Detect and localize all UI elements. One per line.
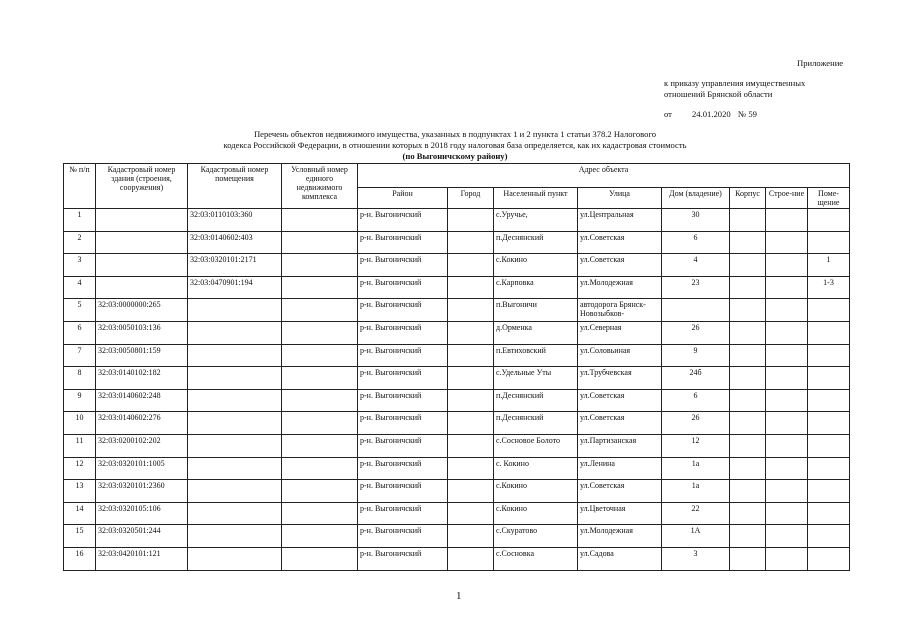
cell-city [448, 367, 494, 390]
cell-row-number: 13 [64, 480, 96, 503]
cell-house: 1а [662, 480, 730, 503]
cell-city [448, 525, 494, 548]
col-city-header: Город [448, 188, 494, 209]
cell-room-cadastral [188, 480, 282, 503]
cell-complex-number [282, 209, 358, 232]
cell-house: 1а [662, 457, 730, 480]
cell-pomeshenie: 1 [808, 254, 850, 277]
cell-district: р-н. Выгоничский [358, 412, 448, 435]
cell-room-cadastral [188, 299, 282, 322]
cell-city [448, 231, 494, 254]
cell-complex-number [282, 276, 358, 299]
cell-complex-number [282, 231, 358, 254]
cell-building-cadastral: 32:03:0200102:202 [96, 434, 188, 457]
cell-row-number: 8 [64, 367, 96, 390]
cell-district: р-н. Выгоничский [358, 457, 448, 480]
cell-row-number: 15 [64, 525, 96, 548]
cell-locality: с.Сосновка [494, 547, 578, 570]
cell-room-cadastral [188, 525, 282, 548]
cell-street: ул.Советская [578, 254, 662, 277]
cell-locality: с.Уручье, [494, 209, 578, 232]
cell-locality: д.Орменка [494, 321, 578, 344]
table-row [64, 502, 850, 525]
cell-room-cadastral: 32:03:0320101:2171 [188, 254, 282, 277]
cell-street: ул.Советская [578, 231, 662, 254]
cell-pomeshenie [808, 457, 850, 480]
cell-pomeshenie [808, 547, 850, 570]
cell-city [448, 389, 494, 412]
cell-korpus [730, 412, 766, 435]
cell-room-cadastral [188, 412, 282, 435]
cell-korpus [730, 434, 766, 457]
cell-district: р-н. Выгоничский [358, 254, 448, 277]
cell-stroenie [766, 321, 808, 344]
cell-pomeshenie [808, 231, 850, 254]
cell-complex-number [282, 480, 358, 503]
cell-locality: с. Кокино [494, 457, 578, 480]
cell-pomeshenie [808, 502, 850, 525]
col-room-header: Кадастровый номер помещения [188, 164, 282, 209]
cell-complex-number [282, 434, 358, 457]
cell-house: 3 [662, 547, 730, 570]
cell-room-cadastral [188, 547, 282, 570]
col-street-header: Улица [578, 188, 662, 209]
cell-stroenie [766, 389, 808, 412]
cell-street: ул.Трубчевская [578, 367, 662, 390]
cell-stroenie [766, 525, 808, 548]
cell-pomeshenie [808, 344, 850, 367]
cell-city [448, 299, 494, 322]
cell-stroenie [766, 412, 808, 435]
table-row [64, 209, 850, 232]
cell-room-cadastral: 32:03:0110103:360 [188, 209, 282, 232]
cell-pomeshenie [808, 299, 850, 322]
cell-locality: п.Деснянский [494, 389, 578, 412]
cell-street: ул.Советская [578, 480, 662, 503]
cell-locality: с.Кокино [494, 254, 578, 277]
cell-row-number: 5 [64, 299, 96, 322]
cell-locality: с.Сосновое Болото [494, 434, 578, 457]
cell-korpus [730, 457, 766, 480]
cell-locality: с.Карповка [494, 276, 578, 299]
col-num-header: № п/п [64, 164, 96, 209]
cell-stroenie [766, 502, 808, 525]
cell-pomeshenie [808, 480, 850, 503]
cell-stroenie [766, 547, 808, 570]
cell-korpus [730, 231, 766, 254]
cell-row-number: 11 [64, 434, 96, 457]
cell-house: 26 [662, 321, 730, 344]
cell-district: р-н. Выгоничский [358, 525, 448, 548]
cell-complex-number [282, 547, 358, 570]
cell-street: ул.Центральная [578, 209, 662, 232]
cell-room-cadastral [188, 321, 282, 344]
cell-row-number: 12 [64, 457, 96, 480]
table-row [64, 254, 850, 277]
cell-street: ул.Садова [578, 547, 662, 570]
cell-district: р-н. Выгоничский [358, 299, 448, 322]
cell-district: р-н. Выгоничский [358, 321, 448, 344]
cell-house: 23 [662, 276, 730, 299]
cell-house: 12 [662, 434, 730, 457]
cell-street: ул.Партизанская [578, 434, 662, 457]
cell-street: ул.Соловьиная [578, 344, 662, 367]
cell-locality: п.Евтиховский [494, 344, 578, 367]
cell-city [448, 480, 494, 503]
cell-stroenie [766, 254, 808, 277]
cell-street: ул.Советская [578, 412, 662, 435]
cell-locality: п.Деснянский [494, 412, 578, 435]
cell-room-cadastral: 32:03:0470901:194 [188, 276, 282, 299]
col-complex-header: Условный номер единого недвижимого комплекса [282, 164, 358, 209]
cell-complex-number [282, 389, 358, 412]
cell-pomeshenie [808, 367, 850, 390]
cell-korpus [730, 525, 766, 548]
cell-korpus [730, 502, 766, 525]
cell-locality: п.Выгоничи [494, 299, 578, 322]
col-building-header: Кадастровый номер здания (строения, сооружения) [96, 164, 188, 209]
table-row [64, 434, 850, 457]
cell-house: 30 [662, 209, 730, 232]
table-row [64, 276, 850, 299]
cell-pomeshenie [808, 434, 850, 457]
cell-room-cadastral [188, 434, 282, 457]
cell-stroenie [766, 367, 808, 390]
cell-city [448, 321, 494, 344]
cell-complex-number [282, 412, 358, 435]
property-table [63, 163, 850, 571]
cell-city [448, 547, 494, 570]
cell-row-number: 16 [64, 547, 96, 570]
order-line-1: к приказу управления имущественных [664, 78, 806, 88]
cell-korpus [730, 276, 766, 299]
cell-locality: с.Скуратово [494, 525, 578, 548]
cell-room-cadastral [188, 502, 282, 525]
cell-house: 1А [662, 525, 730, 548]
cell-street: ул.Северная [578, 321, 662, 344]
cell-pomeshenie [808, 321, 850, 344]
document-title-district: (по Выгоничскому району) [402, 151, 508, 161]
cell-stroenie [766, 480, 808, 503]
col-district-header: Район [358, 188, 448, 209]
cell-korpus [730, 321, 766, 344]
table-row [64, 457, 850, 480]
order-number: № 59 [738, 109, 757, 119]
cell-building-cadastral: 32:03:0050103:136 [96, 321, 188, 344]
cell-complex-number [282, 367, 358, 390]
cell-pomeshenie [808, 525, 850, 548]
cell-row-number: 1 [64, 209, 96, 232]
cell-complex-number [282, 525, 358, 548]
cell-room-cadastral [188, 367, 282, 390]
cell-building-cadastral: 32:03:0000000:265 [96, 299, 188, 322]
table-row [64, 547, 850, 570]
cell-building-cadastral [96, 254, 188, 277]
document-title-line-1: Перечень объектов недвижимого имущества, указанных в подпунктах 1 и 2 пункта 1 статьи 378.2 Налогового [253, 129, 657, 139]
col-stroenie-header: Строе-ние [766, 188, 808, 209]
cell-house: 26 [662, 412, 730, 435]
cell-complex-number [282, 321, 358, 344]
cell-korpus [730, 299, 766, 322]
cell-district: р-н. Выгоничский [358, 367, 448, 390]
cell-street: ул.Молодежная [578, 525, 662, 548]
cell-korpus [730, 209, 766, 232]
cell-city [448, 254, 494, 277]
cell-row-number: 9 [64, 389, 96, 412]
cell-row-number: 10 [64, 412, 96, 435]
cell-locality: с.Кокино [494, 480, 578, 503]
cell-city [448, 434, 494, 457]
cell-building-cadastral: 32:03:0140602:248 [96, 389, 188, 412]
cell-city [448, 209, 494, 232]
cell-district: р-н. Выгоничский [358, 502, 448, 525]
cell-street: автодорога Брянск-Новозыбков- [578, 299, 662, 322]
cell-room-cadastral: 32:03:0140602:403 [188, 231, 282, 254]
cell-district: р-н. Выгоничский [358, 344, 448, 367]
appendix-label: Приложение [797, 58, 844, 68]
cell-house [662, 299, 730, 322]
cell-building-cadastral [96, 231, 188, 254]
col-locality-header: Населенный пункт [494, 188, 578, 209]
cell-building-cadastral: 32:03:0050801:159 [96, 344, 188, 367]
cell-korpus [730, 389, 766, 412]
cell-complex-number [282, 254, 358, 277]
cell-street: ул.Ленина [578, 457, 662, 480]
table-row [64, 389, 850, 412]
cell-district: р-н. Выгоничский [358, 480, 448, 503]
cell-korpus [730, 367, 766, 390]
cell-locality: с.Кокино [494, 502, 578, 525]
cell-city [448, 502, 494, 525]
cell-complex-number [282, 299, 358, 322]
cell-house: 6 [662, 231, 730, 254]
cell-stroenie [766, 457, 808, 480]
cell-korpus [730, 344, 766, 367]
cell-row-number: 7 [64, 344, 96, 367]
cell-pomeshenie: 1-3 [808, 276, 850, 299]
table-row [64, 412, 850, 435]
cell-korpus [730, 547, 766, 570]
cell-korpus [730, 480, 766, 503]
table-row [64, 231, 850, 254]
cell-house: 4 [662, 254, 730, 277]
cell-house: 6 [662, 389, 730, 412]
cell-city [448, 412, 494, 435]
cell-pomeshenie [808, 412, 850, 435]
col-pomeshenie-header: Поме-щение [808, 188, 850, 209]
cell-house: 22 [662, 502, 730, 525]
cell-district: р-н. Выгоничский [358, 276, 448, 299]
cell-building-cadastral: 32:03:0140602:276 [96, 412, 188, 435]
cell-street: ул.Советская [578, 389, 662, 412]
cell-pomeshenie [808, 209, 850, 232]
cell-street: ул.Молодежная [578, 276, 662, 299]
order-date: 24.01.2020 [692, 109, 731, 119]
cell-locality: п.Деснянский [494, 231, 578, 254]
cell-stroenie [766, 299, 808, 322]
cell-district: р-н. Выгоничский [358, 434, 448, 457]
cell-district: р-н. Выгоничский [358, 389, 448, 412]
page-number: 1 [456, 590, 462, 602]
cell-stroenie [766, 276, 808, 299]
order-date-line [664, 109, 757, 120]
table-row [64, 321, 850, 344]
cell-city [448, 276, 494, 299]
cell-city [448, 457, 494, 480]
col-address-header: Адрес объекта [358, 164, 850, 188]
cell-row-number: 4 [64, 276, 96, 299]
cell-complex-number [282, 344, 358, 367]
cell-pomeshenie [808, 389, 850, 412]
cell-korpus [730, 254, 766, 277]
cell-row-number: 2 [64, 231, 96, 254]
cell-room-cadastral [188, 344, 282, 367]
table-row [64, 344, 850, 367]
cell-district: р-н. Выгоничский [358, 209, 448, 232]
table-row [64, 525, 850, 548]
cell-locality: с.Удельные Уты [494, 367, 578, 390]
cell-building-cadastral: 32:03:0320101:1005 [96, 457, 188, 480]
cell-house: 24б [662, 367, 730, 390]
order-line-2: отношений Брянской области [664, 89, 773, 99]
cell-building-cadastral: 32:03:0320105:106 [96, 502, 188, 525]
cell-building-cadastral: 32:03:0140102:182 [96, 367, 188, 390]
document-title-line-2: кодекса Российской Федерации, в отношении которых в 2018 году налоговая база определяется, как их кадастровая стоимость [223, 140, 687, 150]
cell-room-cadastral [188, 389, 282, 412]
cell-building-cadastral [96, 276, 188, 299]
cell-building-cadastral: 32:03:0320501:244 [96, 525, 188, 548]
cell-row-number: 14 [64, 502, 96, 525]
from-label: от [664, 109, 672, 119]
cell-city [448, 344, 494, 367]
cell-street: ул.Цветочная [578, 502, 662, 525]
cell-house: 9 [662, 344, 730, 367]
cell-complex-number [282, 502, 358, 525]
cell-building-cadastral: 32:03:0420101:121 [96, 547, 188, 570]
cell-stroenie [766, 231, 808, 254]
table-row [64, 367, 850, 390]
cell-row-number: 6 [64, 321, 96, 344]
col-house-header: Дом (владение) [662, 188, 730, 209]
cell-stroenie [766, 209, 808, 232]
cell-complex-number [282, 457, 358, 480]
table-row [64, 480, 850, 503]
cell-row-number: 3 [64, 254, 96, 277]
cell-stroenie [766, 434, 808, 457]
cell-district: р-н. Выгоничский [358, 231, 448, 254]
table-row [64, 299, 850, 322]
cell-building-cadastral [96, 209, 188, 232]
cell-room-cadastral [188, 457, 282, 480]
cell-building-cadastral: 32:03:0320101:2360 [96, 480, 188, 503]
col-korpus-header: Корпус [730, 188, 766, 209]
cell-stroenie [766, 344, 808, 367]
cell-district: р-н. Выгоничский [358, 547, 448, 570]
